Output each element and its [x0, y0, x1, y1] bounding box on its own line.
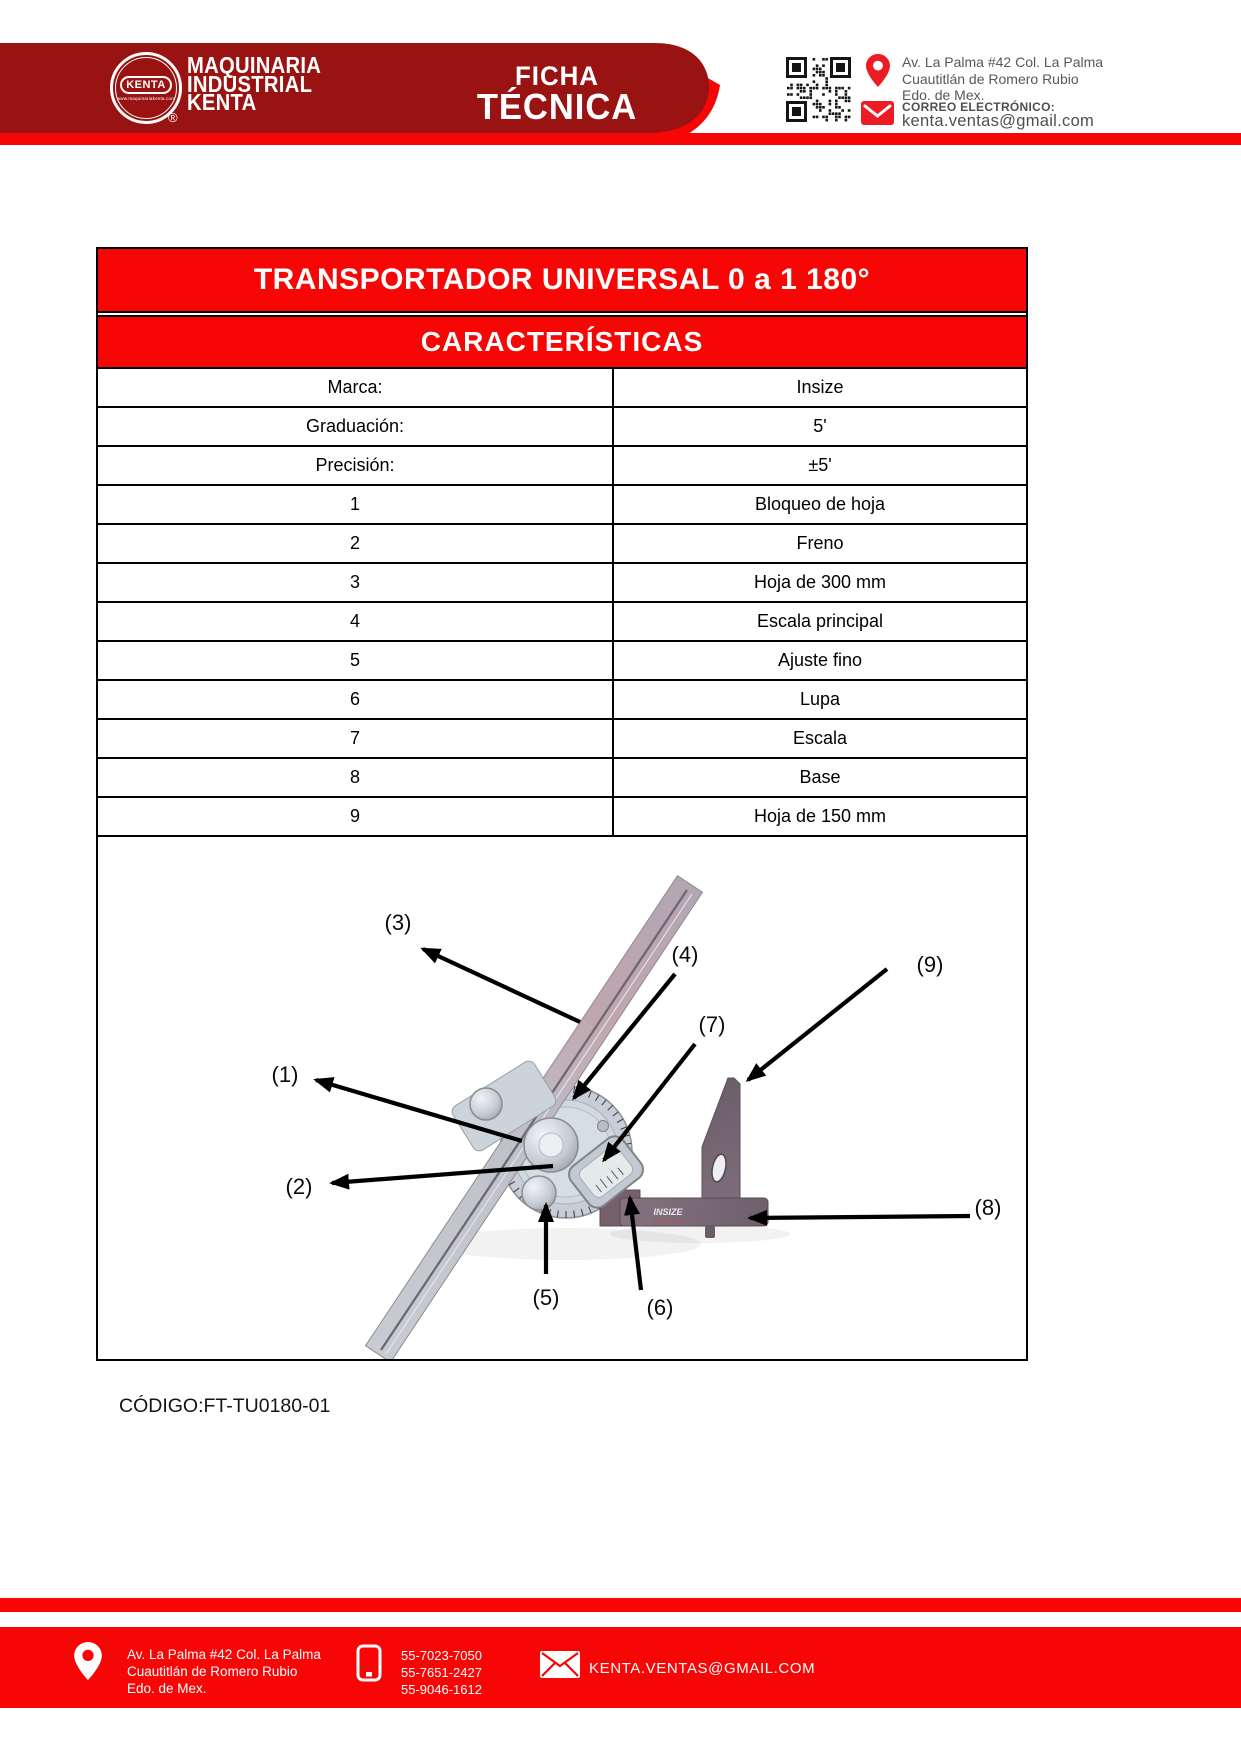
callout-arrow: [750, 1216, 970, 1218]
company-name-line: KENTA: [187, 89, 257, 115]
insize-model-number: No.2372-200: [653, 1219, 683, 1225]
row-key: 7: [98, 720, 614, 757]
table-row: [98, 447, 1026, 486]
table-row: [98, 798, 1026, 837]
row-value: 5': [813, 416, 827, 436]
logo-brand-text: KENTA: [120, 76, 172, 94]
row-key: Precisión:: [98, 447, 614, 484]
document-title: [437, 61, 677, 127]
row-key: Marca:: [98, 369, 614, 406]
logo-tagline: www.maquinariakenta.com: [116, 95, 176, 101]
location-pin-icon: [866, 54, 890, 87]
footer-phone-line: 55-7023-7050: [401, 1648, 482, 1663]
row-value: Ajuste fino: [777, 650, 863, 670]
lock-knob: [470, 1088, 502, 1120]
row-key: Graduación:: [98, 408, 614, 445]
insize-brand-mark: INSIZE: [653, 1207, 683, 1217]
callout-label: (4): [671, 942, 699, 967]
callout-label: (9): [916, 952, 944, 977]
row-value: Lupa: [799, 689, 841, 709]
footer-phones: [401, 1647, 482, 1698]
callout-label: (3): [384, 910, 412, 935]
footer-location-pin-icon: [74, 1642, 102, 1680]
footer-email-icon: [540, 1651, 580, 1678]
footer-phone-line: 55-7651-2427: [401, 1665, 482, 1680]
header-address-line: Cuautitlán de Romero Rubio: [902, 70, 1079, 87]
row-value: Escala principal: [756, 611, 884, 631]
table-row: [98, 408, 1026, 447]
footer-address: [127, 1646, 321, 1697]
row-value: Escala: [792, 728, 848, 748]
table-row: [98, 486, 1026, 525]
header-address: [902, 54, 1103, 104]
qr-code: [785, 56, 852, 123]
row-key: 6: [98, 681, 614, 718]
document-title-line: FICHA: [515, 61, 599, 91]
row-value: Insize: [796, 377, 844, 397]
callout-label: (6): [646, 1295, 674, 1320]
row-value: Bloqueo de hoja: [754, 494, 886, 514]
callout-label: (7): [698, 1012, 726, 1037]
row-value: ±5': [808, 455, 832, 475]
callout-label: (2): [285, 1174, 313, 1199]
table-row: [98, 369, 1026, 408]
header-email: kenta.ventas@gmail.com: [902, 112, 1095, 130]
row-key: 5: [98, 642, 614, 679]
company-name-line: MAQUINARIA: [187, 52, 322, 78]
document-code: CÓDIGO:FT-TU0180-01: [119, 1395, 331, 1417]
callout-arrow: [748, 969, 887, 1080]
registered-mark: ®: [168, 110, 178, 125]
table-row: [98, 759, 1026, 798]
document-title-line: TÉCNICA: [476, 86, 638, 127]
phone-icon: [356, 1644, 382, 1682]
row-key: 2: [98, 525, 614, 562]
footer-stripe: [0, 1598, 1241, 1612]
table-row: [98, 603, 1026, 642]
row-value: Hoja de 300 mm: [753, 572, 887, 592]
table-row: [98, 564, 1026, 603]
footer-address-line: Cuautitlán de Romero Rubio: [127, 1664, 298, 1679]
email-icon: [861, 101, 894, 125]
brake-knob-center: [539, 1133, 563, 1157]
table-row: [98, 681, 1026, 720]
product-title: TRANSPORTADOR UNIVERSAL 0 a 1 180°: [98, 249, 1026, 313]
protractor-illustration: [98, 837, 1026, 1359]
blade-150mm: [702, 1078, 740, 1200]
row-key: 1: [98, 486, 614, 523]
callout-arrow: [423, 949, 580, 1022]
footer-address-line: Edo. de Mex.: [127, 1681, 207, 1696]
footer-phone-line: 55-9046-1612: [401, 1682, 482, 1697]
characteristics-rows: [98, 369, 1026, 837]
row-value: Freno: [796, 533, 844, 553]
section-header: CARACTERÍSTICAS: [98, 315, 1026, 369]
table-row: [98, 525, 1026, 564]
email-label: CORREO ELECTRÓNICO:: [902, 100, 1056, 114]
header-address-line: Av. La Palma #42 Col. La Palma: [902, 54, 1104, 70]
company-name: [187, 52, 322, 115]
footer-address-line: Av. La Palma #42 Col. La Palma: [127, 1647, 321, 1662]
spec-table: [96, 247, 1028, 1361]
row-value: Hoja de 150 mm: [753, 806, 887, 826]
table-row: [98, 720, 1026, 759]
footer-email: KENTA.VENTAS@GMAIL.COM: [589, 1660, 816, 1677]
header-address-line: Edo. de Mex.: [902, 87, 985, 103]
product-figure-cell: [98, 837, 1026, 1359]
fine-adjust-knob: [522, 1176, 556, 1210]
row-value: Base: [799, 767, 841, 787]
callout-label: (8): [974, 1195, 1002, 1220]
screw: [598, 1121, 609, 1132]
row-key: 8: [98, 759, 614, 796]
row-key: 4: [98, 603, 614, 640]
row-key: 3: [98, 564, 614, 601]
callout-arrow: [604, 1044, 695, 1160]
callout-label: (5): [532, 1285, 560, 1310]
table-row: [98, 642, 1026, 681]
row-key: 9: [98, 798, 614, 835]
callout-label: (1): [271, 1062, 299, 1087]
company-name-line: INDUSTRIAL: [187, 70, 313, 97]
